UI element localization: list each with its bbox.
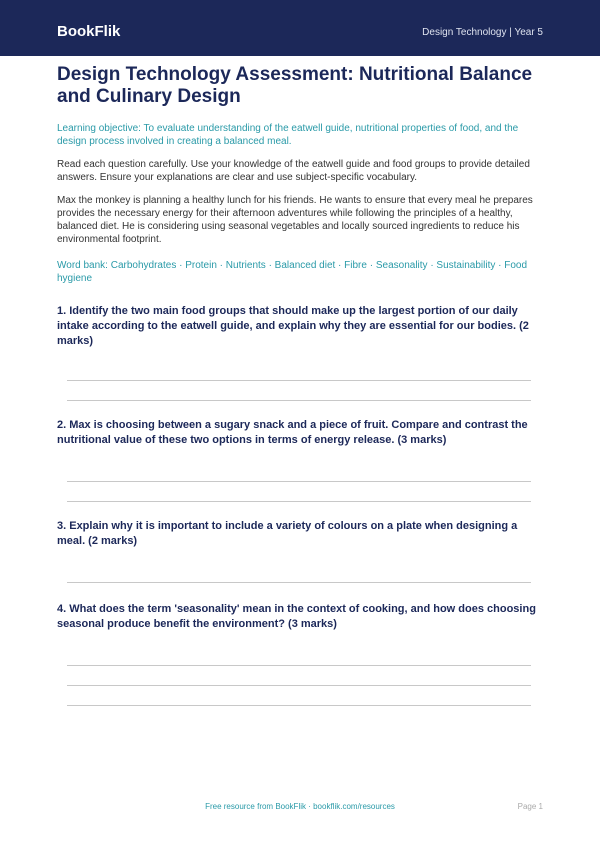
scenario-text: Max the monkey is planning a healthy lunch for his friends. He wants to ensure that every meal he prepares provides the necessary energy for their afternoon adventures while following the principles of a healthy, balanced diet. He is considering using seasonal vegetables and locally sourced ingredients to reduce his environmental footprint. xyxy=(57,195,533,245)
page-title: Design Technology Assessment: Nutritional Balance and Culinary Design xyxy=(57,64,533,107)
question-3: 3. Explain why it is important to include a variety of colours on a plate when designing a meal. (2 marks) xyxy=(57,520,518,547)
subject-year-label: Design Technology | Year 5 xyxy=(422,27,543,38)
answer-line[interactable] xyxy=(67,481,531,482)
brand-logo: BookFlik xyxy=(57,23,121,40)
question-2: 2. Max is choosing between a sugary snack and a piece of fruit. Compare and contrast the nutritional value of these two options in terms of energy release. (3 marks) xyxy=(57,419,528,446)
question-4: 4. What does the term 'seasonality' mean in the context of cooking, and how does choosing seasonal produce benefit the environment? (3 marks) xyxy=(57,603,536,630)
answer-line[interactable] xyxy=(67,501,531,502)
instructions: Read each question carefully. Use your knowledge of the eatwell guide and food groups to provide detailed answers. Ensure your explanations are clear and use subject-specific vocabulary. xyxy=(57,159,530,183)
learning-objective: Learning objective: To evaluate understanding of the eatwell guide, nutritional properties of food, and the design process involved in creating a balanced meal. xyxy=(57,123,519,147)
header-bar xyxy=(0,0,600,56)
page-number: Page 1 xyxy=(517,802,543,811)
answer-line[interactable] xyxy=(67,380,531,381)
answer-line[interactable] xyxy=(67,665,531,666)
word-bank: Word bank: Carbohydrates · Protein · Nutrients · Balanced diet · Fibre · Seasonality · Sustainability · Food hygiene xyxy=(57,260,528,284)
question-1: 1. Identify the two main food groups that should make up the largest portion of our daily intake according to the eatwell guide, and explain why they are essential for our bodies. (2 marks) xyxy=(57,305,529,347)
footer-resource-link[interactable]: Free resource from BookFlik · bookflik.com/resources xyxy=(205,802,395,811)
answer-line[interactable] xyxy=(67,400,531,401)
answer-line[interactable] xyxy=(67,685,531,686)
answer-line[interactable] xyxy=(67,582,531,583)
answer-line[interactable] xyxy=(67,705,531,706)
